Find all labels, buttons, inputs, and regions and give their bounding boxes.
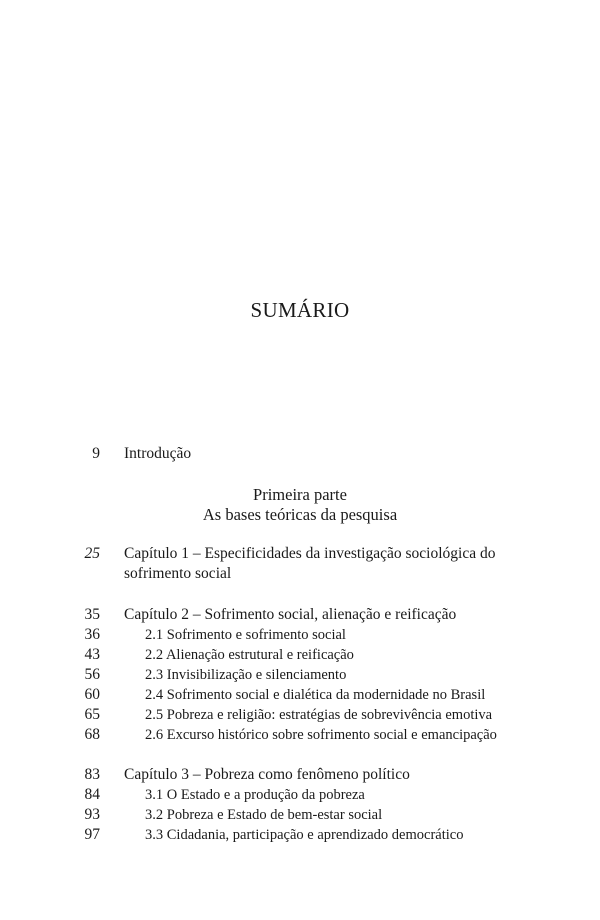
part-subtitle: As bases teóricas da pesquisa (202, 505, 398, 524)
page-number: 43 (84, 646, 100, 663)
part-heading (100, 485, 500, 525)
page-number: 35 (84, 606, 100, 623)
page-number: 93 (84, 806, 100, 823)
entry-label: 2.3 Invisibilização e silenciamento (145, 667, 347, 683)
entry-label: 2.6 Excurso histórico sobre sofrimento social e emancipação (145, 727, 497, 743)
page-number: 83 (84, 766, 100, 783)
entry-label: 2.1 Sofrimento e sofrimento social (145, 627, 346, 643)
entry-label: 2.2 Alienação estrutural e reificação (145, 647, 354, 663)
entry-label: Capítulo 2 – Sofrimento social, alienação e reificação (124, 606, 457, 623)
page-number: 56 (84, 666, 100, 683)
entry-label: Introdução (124, 445, 192, 462)
page-number: 9 (92, 445, 100, 462)
page-number: 60 (84, 686, 100, 703)
page-number: 97 (84, 826, 100, 843)
part-number: Primeira parte (253, 485, 347, 504)
entry-label: 3.2 Pobreza e Estado de bem-estar social (145, 807, 383, 823)
entry-label: Capítulo 1 – Especificidades da investigação sociológica do sofrimento social (124, 545, 496, 582)
entry-label: 3.3 Cidadania, participação e aprendizado democrático (145, 827, 464, 843)
entry-label: 3.1 O Estado e a produção da pobreza (145, 787, 365, 803)
entry-label: Capítulo 3 – Pobreza como fenômeno político (124, 766, 410, 783)
page-number: 68 (84, 726, 100, 743)
page-number: 65 (84, 706, 100, 723)
page-title: SUMÁRIO (250, 298, 350, 322)
page-number: 25 (84, 545, 100, 562)
entry-label: 2.4 Sofrimento social e dialética da modernidade no Brasil (145, 687, 486, 703)
entry-label: 2.5 Pobreza e religião: estratégias de sobrevivência emotiva (145, 707, 493, 723)
page-number: 84 (84, 786, 100, 803)
page-number: 36 (84, 626, 100, 643)
